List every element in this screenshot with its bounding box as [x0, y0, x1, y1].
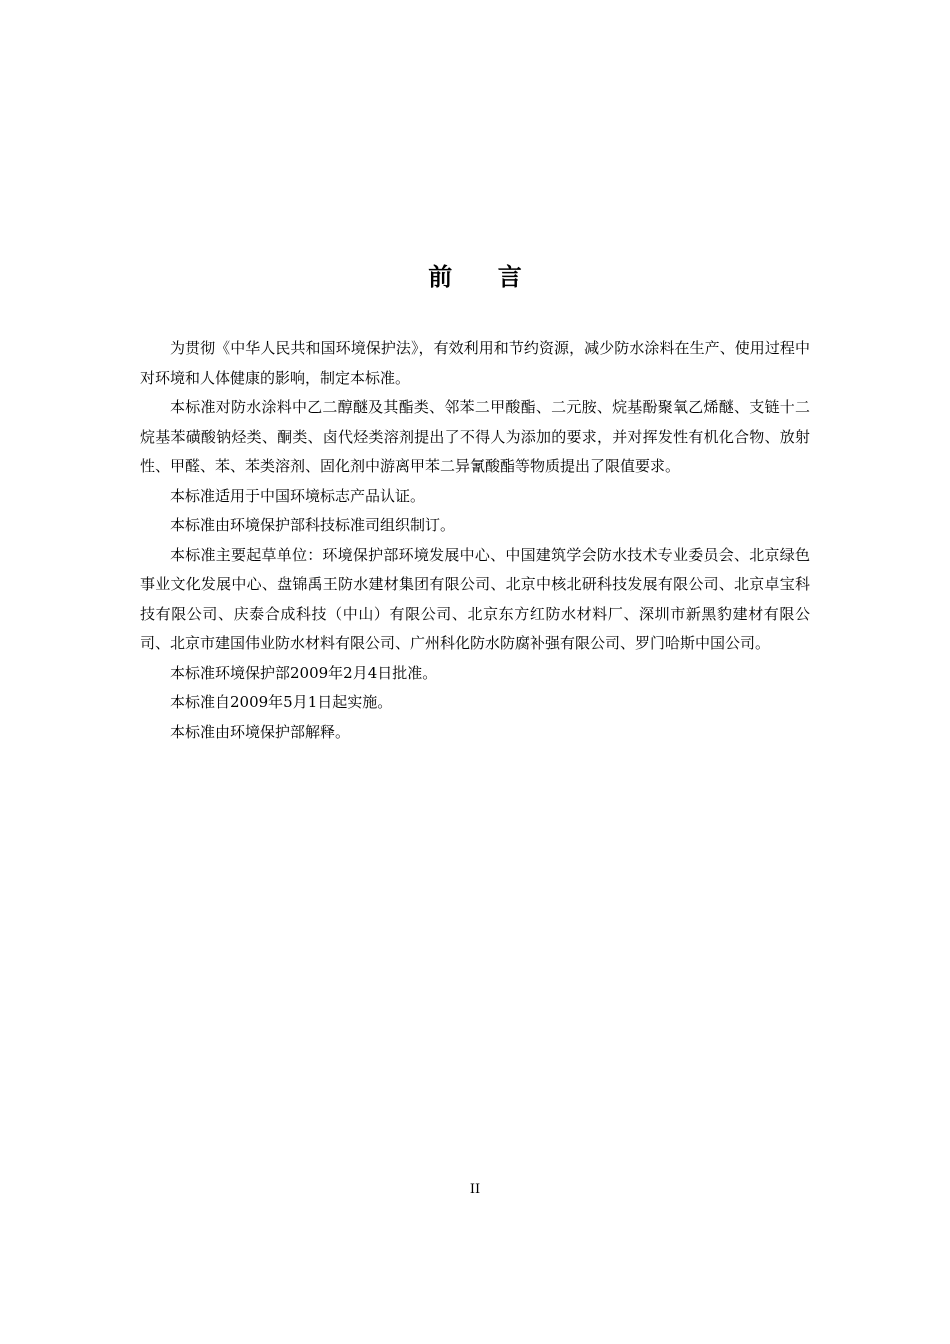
paragraph-implementation: 本标准自2009年5月1日起实施。 [170, 693, 393, 711]
paragraph-scope: 本标准适用于中国环境标志产品认证。 [170, 486, 426, 505]
page-title: 前言 [428, 263, 568, 292]
paragraph-requirements: 本标准对防水涂料中乙二醇醚及其酯类、邻苯二甲酸酯、二元胺、烷基酚聚氧乙烯醚、支链十二烷基苯磺酸钠烃类、酮类、卤代烃类溶剂提出了不得人为添加的要求，并对挥发性有机化合物、放射性、甲醛、苯、苯类溶剂、固化剂中游离甲苯二异氰酸酯等物质提出了限值要求。 [140, 398, 810, 475]
paragraph-organizer: 本标准由环境保护部科技标准司组织制订。 [170, 516, 456, 534]
page-number: II [469, 1182, 481, 1197]
foreword-body [140, 334, 810, 747]
paragraph-approval: 本标准环境保护部2009年2月4日批准。 [170, 663, 438, 682]
paragraph-purpose: 为贯彻《中华人民共和国环境保护法》，有效利用和节约资源，减少防水涂料在生产、使用过程中对环境和人体健康的影响，制定本标准。 [140, 339, 810, 387]
paragraph-interpretation: 本标准由环境保护部解释。 [170, 722, 351, 741]
paragraph-drafting-units: 本标准主要起草单位：环境保护部环境发展中心、中国建筑学会防水技术专业委员会、北京绿色事业文化发展中心、盘锦禹王防水建材集团有限公司、北京中核北研科技发展有限公司、北京卓宝科技有限公司、庆泰合成科技（中山）有限公司、北京东方红防水材料厂、深圳市新黑豹建材有限公司、北京市建国伟业防水材料有限公司、广州科化防水防腐补强有限公司、罗门哈斯中国公司。 [140, 545, 810, 652]
